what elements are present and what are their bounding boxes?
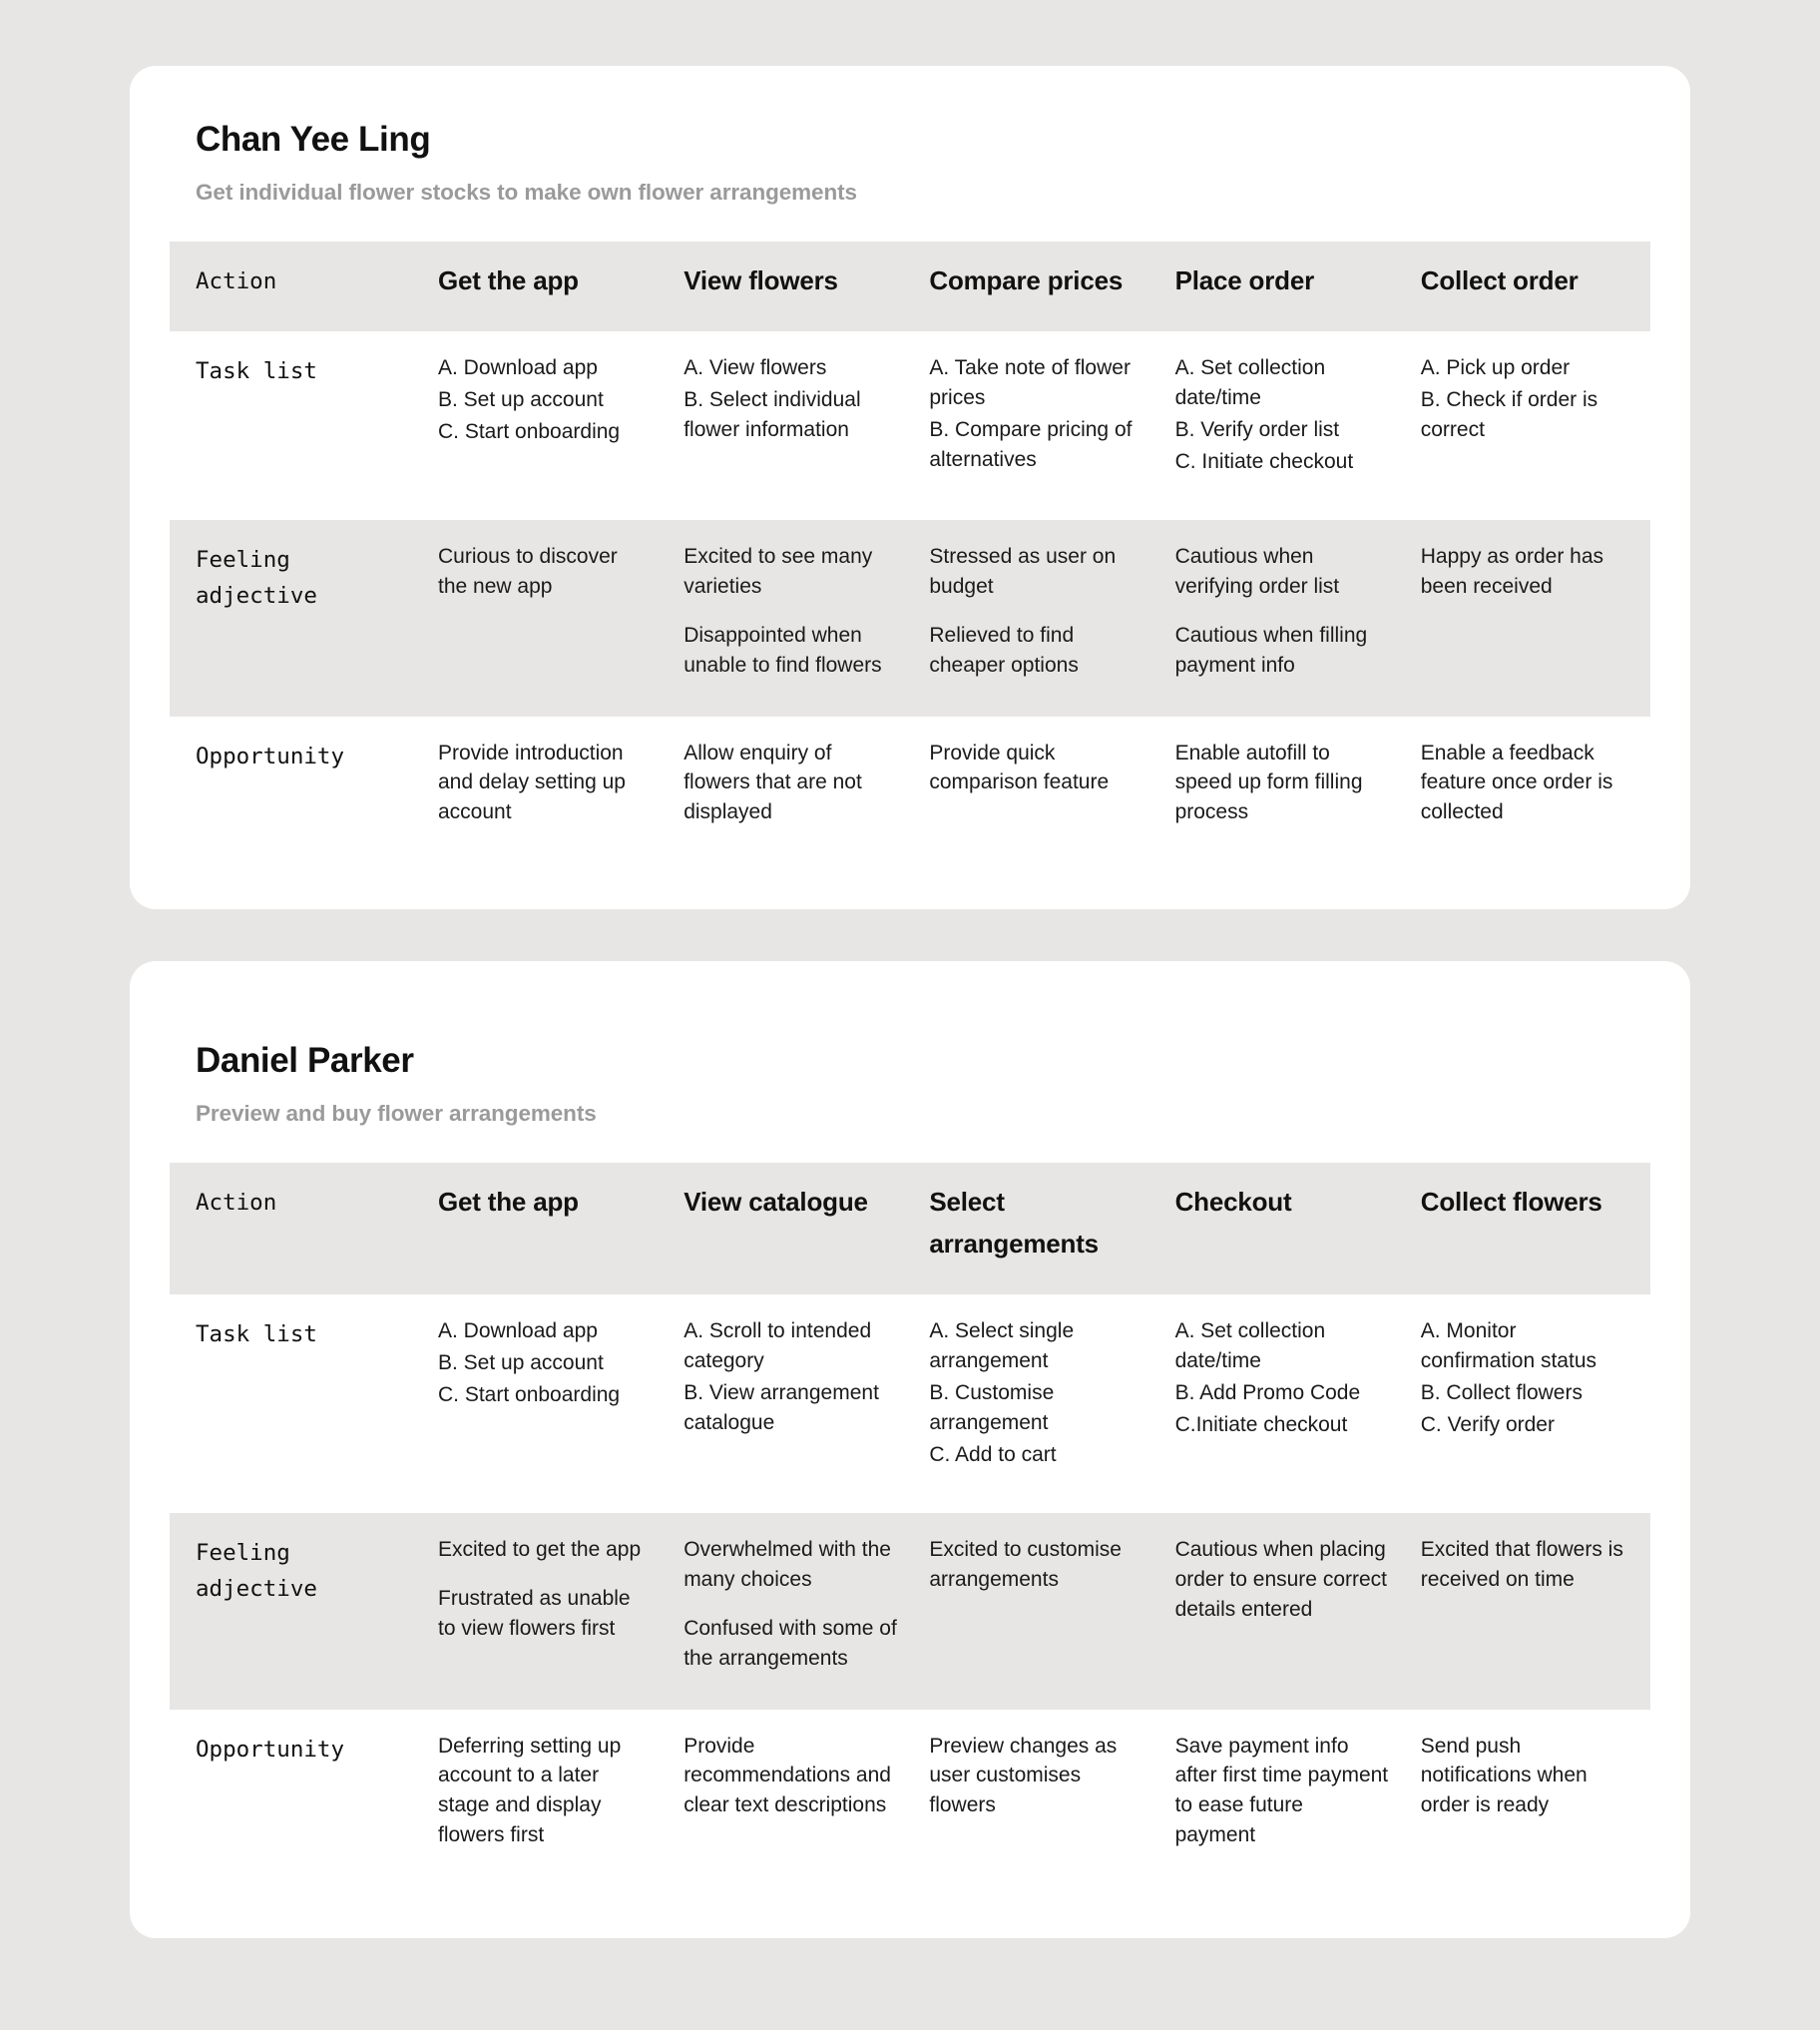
- feeling-cell-1: [422, 520, 668, 716]
- row-label-opportunity: Opportunity: [196, 743, 345, 769]
- table-row-feeling-adjective: [170, 520, 1650, 716]
- opportunity-cell-3: [913, 1710, 1158, 1872]
- opportunity-item: Enable a feedback feature once order is collected: [1420, 741, 1613, 824]
- task-list-cell-3: [913, 331, 1158, 520]
- page-title: Chan Yee Ling: [196, 120, 431, 159]
- task-list-cell-4: [1159, 331, 1405, 520]
- feeling-item: Stressed as user on budget: [929, 545, 1117, 599]
- task-item: B. Set up account: [438, 1351, 604, 1375]
- persona-goal: Preview and buy flower arrangements: [196, 1101, 597, 1127]
- task-list-cell-2: [668, 331, 913, 520]
- feeling-cell-2: [668, 520, 913, 716]
- task-list-cell-2: [668, 1294, 913, 1513]
- opportunity-cell-5: [1405, 717, 1650, 849]
- feeling-cell-5: [1405, 1513, 1650, 1709]
- stage-header-2: View flowers: [668, 242, 913, 331]
- feeling-cell-4: [1159, 1513, 1405, 1709]
- feeling-item: Excited to get the app: [438, 1538, 642, 1562]
- task-list-cell-4: [1159, 1294, 1405, 1513]
- row-label-action: Action: [170, 1163, 422, 1294]
- task-item: B. Customise arrangement: [929, 1380, 1055, 1434]
- opportunity-cell-2: [668, 717, 913, 849]
- task-item: C. Add to cart: [929, 1442, 1057, 1466]
- feeling-cell-4: [1159, 520, 1405, 716]
- task-item: A. Set collection date/time: [1174, 356, 1326, 409]
- row-label-feeling: Feeling adjective: [170, 520, 422, 716]
- persona-card-chan-yee-ling: [130, 66, 1690, 909]
- task-item: A. Monitor confirmation status: [1420, 1319, 1596, 1373]
- table-row-opportunity: [170, 1710, 1650, 1872]
- table-row-task-list: [170, 331, 1650, 520]
- opportunity-item: Provide recommendations and clear text descriptions: [683, 1734, 891, 1817]
- persona-goal: Get individual flower stocks to make own flower arrangements: [196, 180, 857, 205]
- feeling-item: Relieved to find cheaper options: [929, 623, 1079, 677]
- stage-header-4: Checkout: [1159, 1163, 1405, 1294]
- stage-header-4: Place order: [1159, 242, 1405, 331]
- feeling-item: Cautious when filling payment info: [1174, 623, 1368, 677]
- row-label-task-list: Task list: [196, 1321, 317, 1348]
- stage-header-1: Get the app: [422, 1163, 668, 1294]
- opportunity-cell-1: [422, 1710, 668, 1872]
- table-row-opportunity: [170, 717, 1650, 849]
- opportunity-item: Preview changes as user customises flowers: [929, 1734, 1118, 1817]
- opportunity-item: Enable autofill to speed up form filling process: [1174, 741, 1363, 824]
- opportunity-cell-5: [1405, 1710, 1650, 1872]
- feeling-item: Cautious when placing order to ensure correct details entered: [1174, 1538, 1387, 1621]
- feeling-item: Cautious when verifying order list: [1174, 545, 1340, 599]
- stage-header-5: Collect flowers: [1405, 1163, 1650, 1294]
- table-header-row: [170, 1163, 1650, 1294]
- feeling-item: Excited that flowers is received on time: [1420, 1538, 1623, 1592]
- task-item: A. Select single arrangement: [929, 1319, 1075, 1373]
- page-title: Daniel Parker: [196, 1041, 414, 1081]
- opportunity-item: Provide quick comparison feature: [929, 741, 1110, 794]
- task-item: B. Select individual flower information: [683, 387, 861, 441]
- task-item: B. Add Promo Code: [1174, 1380, 1361, 1404]
- opportunity-item: Send push notifications when order is ready: [1420, 1734, 1588, 1817]
- feeling-cell-2: [668, 1513, 913, 1709]
- task-item: C. Verify order: [1420, 1412, 1555, 1436]
- feeling-item: Confused with some of the arrangements: [683, 1616, 897, 1670]
- task-item: B. Check if order is correct: [1420, 387, 1598, 441]
- task-item: A. Set collection date/time: [1174, 1319, 1326, 1373]
- opportunity-item: Allow enquiry of flowers that are not displayed: [683, 741, 862, 824]
- task-item: A. Pick up order: [1420, 356, 1571, 380]
- task-item: A. View flowers: [683, 356, 827, 380]
- feeling-item: Excited to see many varieties: [683, 545, 873, 599]
- task-item: A. Scroll to intended category: [683, 1319, 872, 1373]
- feeling-item: Disappointed when unable to find flowers: [683, 623, 882, 677]
- stage-header-3: Select arrangements: [913, 1163, 1158, 1294]
- task-item: B. Collect flowers: [1420, 1380, 1583, 1404]
- task-list-cell-1: [422, 1294, 668, 1513]
- feeling-cell-3: [913, 1513, 1158, 1709]
- opportunity-item: Save payment info after first time payment to ease future payment: [1174, 1734, 1389, 1847]
- task-item: A. Download app: [438, 356, 598, 380]
- opportunity-item: Provide introduction and delay setting up account: [438, 741, 626, 824]
- task-item: C. Initiate checkout: [1174, 449, 1354, 473]
- opportunity-cell-2: [668, 1710, 913, 1872]
- task-item: C. Start onboarding: [438, 1382, 621, 1406]
- task-item: B. View arrangement catalogue: [683, 1380, 879, 1434]
- stage-header-1: Get the app: [422, 242, 668, 331]
- table-row-feeling-adjective: [170, 1513, 1650, 1709]
- task-list-cell-3: [913, 1294, 1158, 1513]
- row-label-task-list: Task list: [196, 358, 317, 385]
- journey-table: [170, 242, 1650, 849]
- opportunity-cell-4: [1159, 717, 1405, 849]
- stage-header-3: Compare prices: [913, 242, 1158, 331]
- feeling-item: Happy as order has been received: [1420, 545, 1604, 599]
- task-item: A. Download app: [438, 1319, 598, 1343]
- opportunity-cell-3: [913, 717, 1158, 849]
- row-label-action: Action: [170, 242, 422, 331]
- task-item: B. Compare pricing of alternatives: [929, 417, 1133, 471]
- table-row-task-list: [170, 1294, 1650, 1513]
- task-item: B. Set up account: [438, 387, 604, 411]
- opportunity-cell-4: [1159, 1710, 1405, 1872]
- journey-table: [170, 1163, 1650, 1872]
- row-label-opportunity: Opportunity: [196, 1736, 345, 1763]
- feeling-cell-3: [913, 520, 1158, 716]
- feeling-cell-5: [1405, 520, 1650, 716]
- opportunity-item: Deferring setting up account to a later stage and display flowers first: [438, 1734, 622, 1847]
- task-list-cell-1: [422, 331, 668, 520]
- feeling-item: Frustrated as unable to view flowers first: [438, 1587, 631, 1640]
- task-list-cell-5: [1405, 331, 1650, 520]
- feeling-item: Excited to customise arrangements: [929, 1538, 1122, 1592]
- stage-header-2: View catalogue: [668, 1163, 913, 1294]
- table-header-row: [170, 242, 1650, 331]
- task-item: C.Initiate checkout: [1174, 1412, 1348, 1436]
- feeling-item: Overwhelmed with the many choices: [683, 1538, 891, 1592]
- stage-header-5: Collect order: [1405, 242, 1650, 331]
- feeling-item: Curious to discover the new app: [438, 545, 618, 599]
- task-item: A. Take note of flower prices: [929, 356, 1131, 409]
- task-list-cell-5: [1405, 1294, 1650, 1513]
- task-item: C. Start onboarding: [438, 419, 621, 443]
- opportunity-cell-1: [422, 717, 668, 849]
- feeling-cell-1: [422, 1513, 668, 1709]
- task-item: B. Verify order list: [1174, 417, 1340, 441]
- row-label-feeling: Feeling adjective: [170, 1513, 422, 1709]
- persona-card-daniel-parker: [130, 961, 1690, 1938]
